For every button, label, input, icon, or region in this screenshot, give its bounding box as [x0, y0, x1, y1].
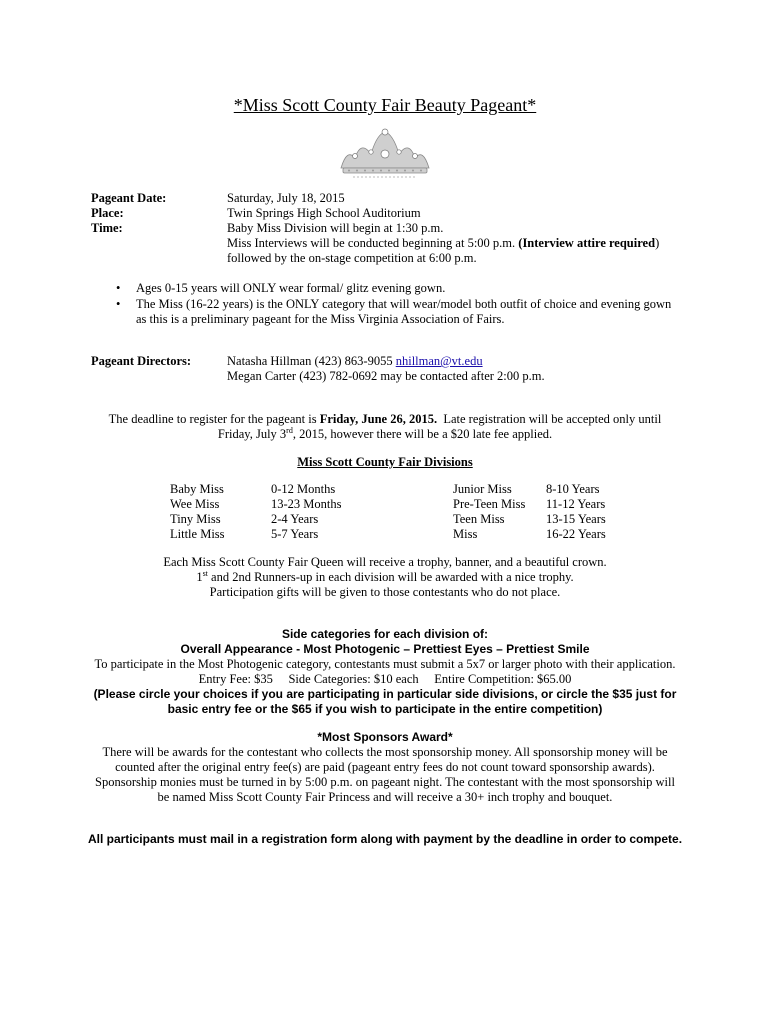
date-label: Pageant Date: [91, 191, 167, 205]
directors-label: Pageant Directors: [91, 354, 192, 368]
division-name: Wee Miss [170, 497, 220, 511]
division-name: Little Miss [170, 527, 225, 541]
awards-line-2: 1st and 2nd Runners-up in each division will be awarded with a nice trophy. [196, 568, 574, 584]
deadline-line-1: The deadline to register for the pageant is Friday, June 26, 2015. Late registration will be accepted only until [108, 412, 662, 426]
fee-schedule: Entry Fee: $35 Side Categories: $10 each Entire Competition: $65.00 [198, 672, 572, 686]
deadline-line-2: Friday, July 3rd, 2015, however there will be a $20 late fee applied. [217, 425, 553, 441]
email-link[interactable]: nhillman@vt.edu [395, 354, 483, 368]
time-line-1: Baby Miss Division will begin at 1:30 p.m. [227, 221, 444, 235]
awards-line-3: Participation gifts will be given to those contestants who do not place. [209, 585, 561, 599]
bullet-item-2-line-2: as this is a preliminary pageant for the Miss Virginia Association of Fairs. [136, 312, 505, 326]
division-age: 13-15 Years [546, 512, 606, 526]
division-age: 0-12 Months [271, 482, 336, 496]
director-2: Megan Carter (423) 782-0692 may be contacted after 2:00 p.m. [227, 369, 545, 383]
division-name: Pre-Teen Miss [453, 497, 526, 511]
division-age: 16-22 Years [546, 527, 606, 541]
division-age: 2-4 Years [271, 512, 319, 526]
divisions-heading: Miss Scott County Fair Divisions [297, 455, 473, 469]
side-heading: Side categories for each division of: [281, 627, 489, 641]
photo-requirement: To participate in the Most Photogenic category, contestants must submit a 5x7 or larger photo with their application. [94, 657, 676, 671]
bullet-icon: • [116, 297, 121, 311]
division-age: 5-7 Years [271, 527, 319, 541]
division-name: Baby Miss [170, 482, 224, 496]
page-title: *Miss Scott County Fair Beauty Pageant* [233, 95, 537, 115]
division-name: Miss [453, 527, 478, 541]
time-line-2: Miss Interviews will be conducted beginning at 5:00 p.m. (Interview attire required) [227, 236, 660, 250]
side-categories: Overall Appearance - Most Photogenic – Prettiest Eyes – Prettiest Smile [180, 642, 590, 656]
division-name: Teen Miss [453, 512, 505, 526]
sponsor-line-3: Sponsorship monies must be turned in by 5:00 p.m. on pageant night. The contestant with the most sponsorship will [95, 775, 675, 789]
time-line-3: followed by the on-stage competition at 6:00 p.m. [227, 251, 477, 265]
director-1: Natasha Hillman (423) 863-9055 nhillman@vt.edu [227, 354, 483, 368]
time-label: Time: [91, 221, 123, 235]
crown-icon [333, 128, 437, 180]
place-label: Place: [91, 206, 124, 220]
awards-line-1: Each Miss Scott County Fair Queen will receive a trophy, banner, and a beautiful crown. [163, 555, 607, 569]
bullet-icon: • [116, 281, 121, 295]
sponsor-line-2: counted after the original entry fee(s) are paid (pageant entry fees do not count toward sponsorship awards). [115, 760, 655, 774]
division-name: Junior Miss [453, 482, 512, 496]
division-name: Tiny Miss [170, 512, 221, 526]
place-value: Twin Springs High School Auditorium [227, 206, 421, 220]
side-note-1: (Please circle your choices if you are participating in particular side divisions, or circle the $35 just for [93, 687, 677, 701]
division-age: 13-23 Months [271, 497, 342, 511]
sponsor-line-4: be named Miss Scott County Fair Princess and will receive a 30+ inch trophy and bouquet. [157, 790, 613, 804]
division-age: 8-10 Years [546, 482, 600, 496]
side-note-2: basic entry fee or the $65 if you wish to participate in the entire competition) [167, 702, 603, 716]
sponsor-heading: *Most Sponsors Award* [317, 730, 453, 744]
bullet-item-2-line-1: The Miss (16-22 years) is the ONLY category that will wear/model both outfit of choice and evening gown [136, 297, 672, 311]
bullet-item-1: Ages 0-15 years will ONLY wear formal/ glitz evening gown. [136, 281, 446, 295]
sponsor-line-1: There will be awards for the contestant who collects the most sponsorship money. All sponsorship money will be [102, 745, 668, 759]
division-age: 11-12 Years [546, 497, 606, 511]
date-value: Saturday, July 18, 2015 [227, 191, 345, 205]
footer-note: All participants must mail in a registration form along with payment by the deadline in order to compete. [87, 832, 683, 846]
